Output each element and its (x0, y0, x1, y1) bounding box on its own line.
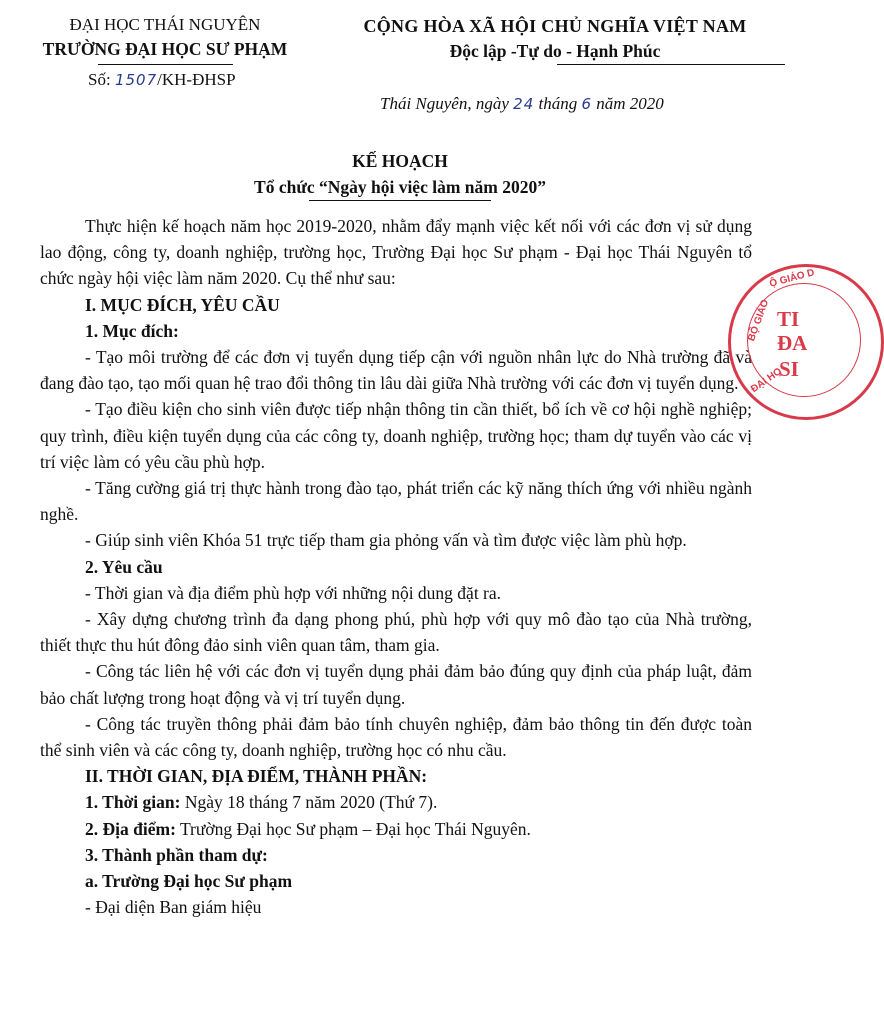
date-suffix: năm 2020 (596, 94, 664, 113)
requirement-item-4: - Công tác truyền thông phải đảm bảo tính chuyên nghiệp, đảm bảo thông tin đến được toàn thể sinh viên và các công ty, doanh nghiệp, trường học có nhu cầu. (40, 713, 752, 761)
attendees-item-1: - Đại diện Ban giám hiệu (85, 897, 262, 918)
issuer-block (40, 12, 290, 65)
date-prefix: Thái Nguyên, ngày (380, 94, 509, 113)
purpose-item-4: - Giúp sinh viên Khóa 51 trực tiếp tham gia phỏng vấn và tìm được việc làm phù hợp. (85, 530, 687, 551)
subsection-purpose: 1. Mục đích: (85, 320, 179, 341)
national-motto: Độc lập -Tự do - Hạnh Phúc (449, 41, 661, 61)
national-header (325, 12, 785, 65)
doc-no-prefix: Số: (88, 70, 111, 89)
requirement-item-2: - Xây dựng chương trình đa dạng phong phú, phù hợp với quy mô đào tạo của Nhà trường, thiết thực thu hút đông đảo sinh viên quan tâm, tham gia. (40, 609, 752, 656)
doc-no-suffix: /KH-ĐHSP (157, 70, 236, 89)
time-value: Ngày 18 tháng 7 năm 2020 (Thứ 7). (180, 792, 438, 813)
document-body (40, 213, 752, 920)
purpose-item-3: - Tăng cường giá trị thực hành trong đào tạo, phát triển các kỹ năng thích ứng với nhiều ngành nghề. (40, 478, 752, 525)
section-heading-1: I. MỤC ĐÍCH, YÊU CẦU (85, 294, 280, 315)
nation-title: CỘNG HÒA XÃ HỘI CHỦ NGHĨA VIỆT NAM (363, 16, 747, 36)
title-line-1: KẾ HOẠCH (352, 151, 448, 171)
red-seal-stamp (728, 264, 884, 420)
intro-paragraph: Thực hiện kế hoạch năm học 2019-2020, nhằm đẩy mạnh việc kết nối với các đơn vị sử dụng lao động, công ty, doanh nghiệp, trường học, Trường Đại học Sư phạm - Đại học Thái Nguyên tổ chức ngày hội việc làm năm 2020. Cụ thể như sau: (40, 216, 752, 289)
stamp-ring-bottom: ĐẠI HỌ (749, 365, 784, 396)
date-line (380, 94, 664, 114)
doc-no-handwritten: 1507 (114, 71, 158, 89)
stamp-ring-top: Ộ GIÁO D (768, 267, 816, 290)
attendees-group-a: a. Trường Đại học Sư phạm (85, 871, 293, 892)
purpose-item-2: - Tạo điều kiện cho sinh viên được tiếp nhận thông tin cần thiết, bổ ích về cơ hội nghề nghiệp; quy trình, điều kiện tuyển dụng của các công ty, doanh nghiệp, trường học; tham dự tuyển vào các vị trí việc làm có yêu cầu phù hợp. (40, 399, 752, 472)
purpose-item-1: - Tạo môi trường để các đơn vị tuyển dụng tiếp cận với nguồn nhân lực do Nhà trường đã và đang đào tạo, tạo mối quan hệ trao đổi thông tin lâu dài giữa Nhà trường với các đơn vị tuyển dụng. (40, 347, 752, 394)
attendees-heading: 3. Thành phần tham dự: (85, 844, 268, 865)
stamp-text-2: ĐA (777, 331, 808, 355)
date-day: 24 (513, 95, 535, 113)
place-label: 2. Địa điểm: (85, 818, 176, 839)
requirement-item-3: - Công tác liên hệ với các đơn vị tuyển dụng phải đảm bảo đúng quy định của pháp luật, đảm bảo chất lượng trong hoạt động và vị trí tuyển dụng. (40, 661, 752, 708)
date-mid: tháng (538, 94, 578, 113)
motto-underline (557, 64, 785, 65)
university-name: ĐẠI HỌC THÁI NGUYÊN (69, 15, 261, 34)
requirement-item-1: - Thời gian và địa điểm phù hợp với những nội dung đặt ra. (85, 582, 502, 603)
issuer-underline (98, 64, 233, 65)
place-value: Trường Đại học Sư phạm – Đại học Thái Nguyên. (175, 818, 531, 839)
time-line (40, 789, 752, 815)
stamp-ring-left: BỘ GIÁO (746, 298, 772, 343)
document-number (88, 70, 236, 90)
document-title (0, 148, 800, 201)
stamp-text-1: TI (777, 307, 800, 331)
stamp-text-3: SI (779, 357, 799, 381)
subsection-requirements: 2. Yêu cầu (85, 556, 163, 577)
date-month: 6 (581, 95, 593, 113)
school-name: TRƯỜNG ĐẠI HỌC SƯ PHẠM (42, 39, 288, 59)
time-label: 1. Thời gian: (85, 792, 181, 813)
title-line-2: Tổ chức “Ngày hội việc làm năm 2020” (254, 177, 546, 197)
section-heading-2: II. THỜI GIAN, ĐỊA ĐIỂM, THÀNH PHẦN: (85, 766, 428, 787)
title-underline (309, 200, 491, 201)
place-line (40, 816, 752, 842)
